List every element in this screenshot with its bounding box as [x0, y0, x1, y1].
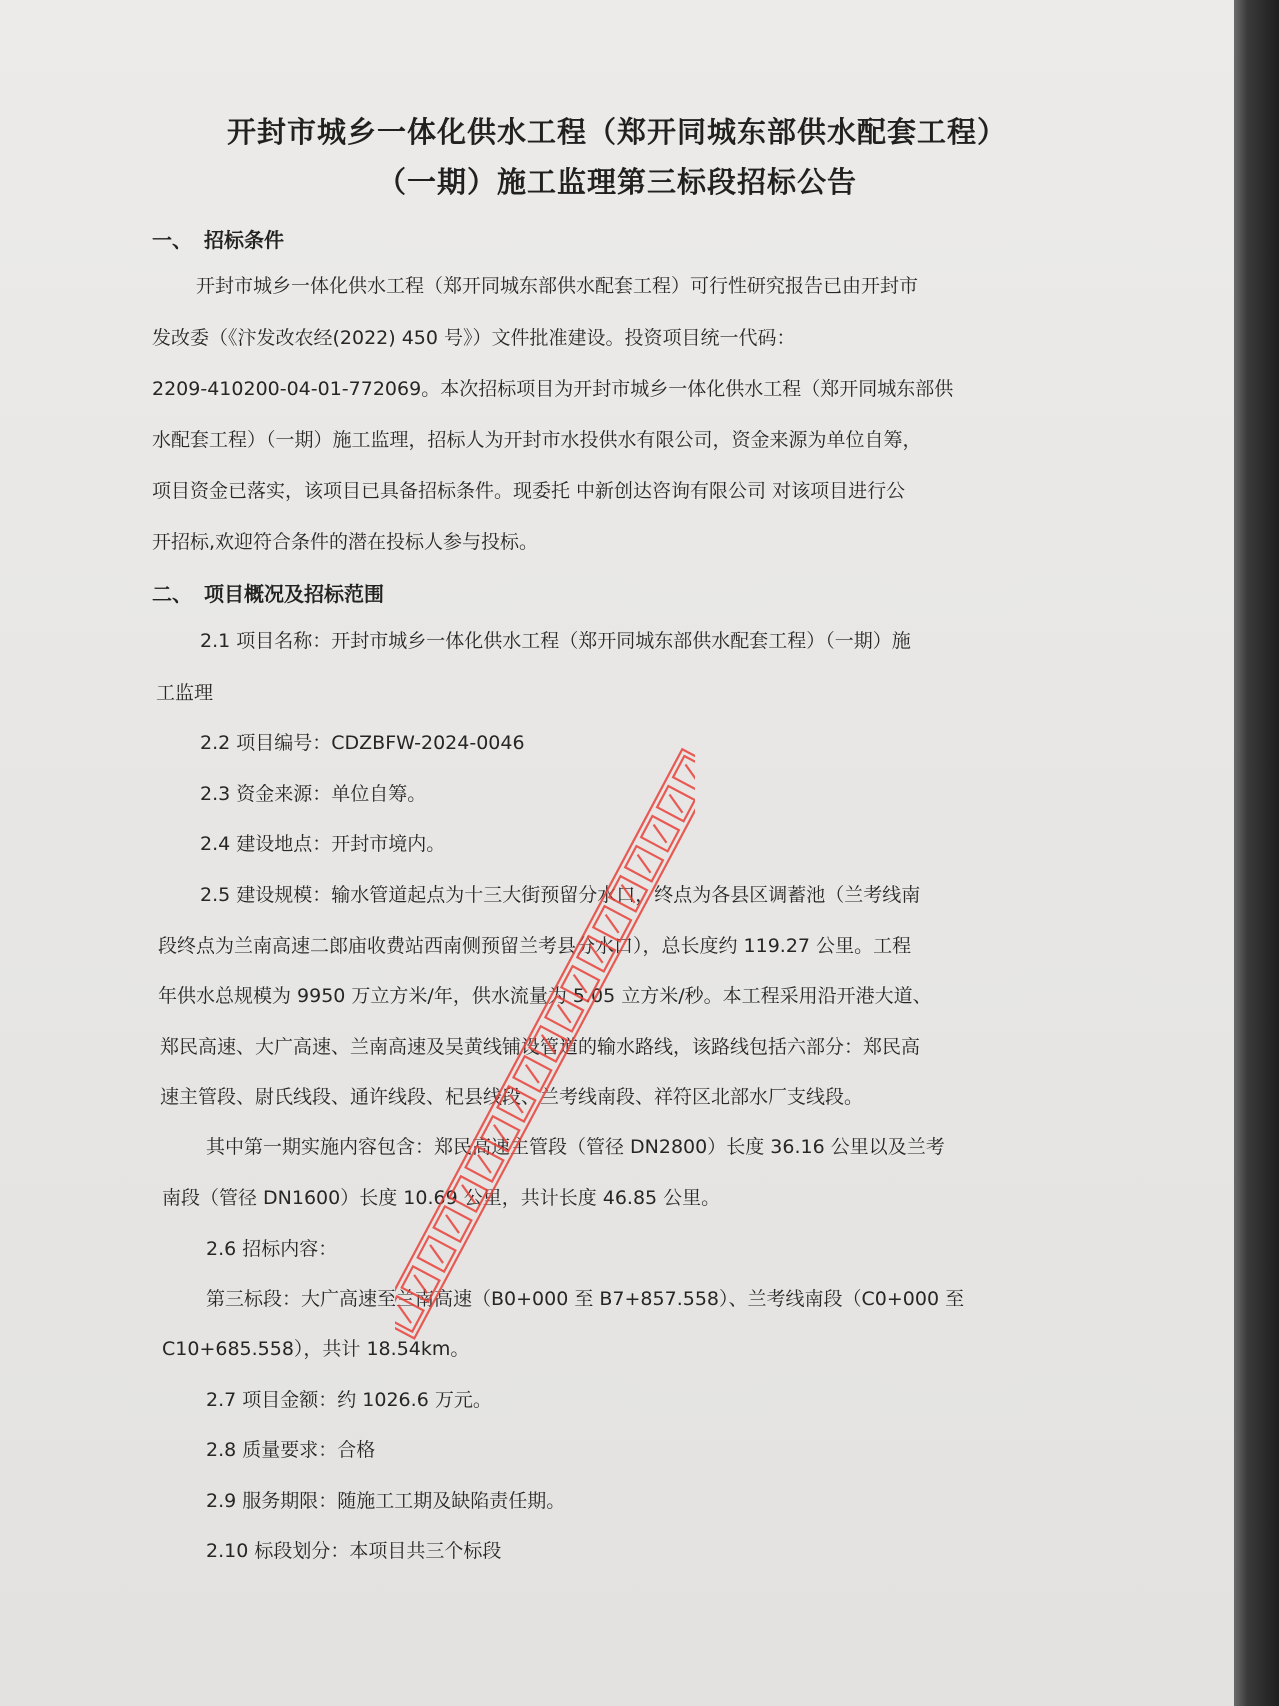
paragraph-line: 南段（管径 DN1600）长度 10.69 公里，共计长度 46.85 公里。: [162, 1187, 721, 1209]
seal-stroke: [425, 1245, 447, 1263]
paragraph-line: 项目资金已落实，该项目已具备招标条件。现委托 中新创达咨询有限公司 对该项目进行公: [152, 480, 906, 502]
section-number: 二、: [152, 582, 192, 606]
paragraph-line: 2209-410200-04-01-772069。本次招标项目为开封市城乡一体化供水工程（郑开同城东部供: [152, 378, 954, 400]
paragraph-line: 发改委（《汴发改农经(2022) 450 号》）文件批准建设。投资项目统一代码：: [152, 327, 796, 349]
paragraph-line: 段终点为兰南高速二郎庙收费站西南侧预留兰考县分水口），总长度约 119.27 公里。工程: [158, 935, 912, 957]
paragraph-line: 水配套工程）（一期）施工监理，招标人为开封市水投供水有限公司，资金来源为单位自筹，: [152, 429, 922, 451]
seal-cell: [434, 1206, 472, 1241]
seal-cell: [657, 786, 695, 821]
paragraph-line: 2.10 标段划分：本项目共三个标段: [206, 1540, 502, 1562]
paragraph-line: 2.8 质量要求：合格: [206, 1439, 376, 1461]
paragraph-line: 2.6 招标内容：: [206, 1238, 338, 1260]
page-subtitle: （一期）施工监理第三标段招标公告: [376, 165, 857, 199]
section-heading-1: [152, 224, 284, 253]
paragraph-line: 2.7 项目金额：约 1026.6 万元。: [206, 1389, 492, 1411]
paragraph-line: 其中第一期实施内容包含：郑民高速主管段（管径 DN2800）长度 36.16 公里以及兰考: [206, 1136, 945, 1158]
section-number: 一、: [152, 228, 192, 252]
paragraph-line: C10+685.558），共计 18.54km。: [162, 1338, 470, 1360]
seal-stroke: [441, 1215, 463, 1233]
paragraph-line: 速主管段、尉氏线段、通许线段、杞县线段、兰考线南段、祥符区北部水厂支线段。: [160, 1086, 864, 1108]
seal-stroke: [665, 795, 687, 813]
seal-cell: [418, 1236, 456, 1271]
paragraph-line: 郑民高速、大广高速、兰南高速及吴黄线铺设管道的输水路线，该路线包括六部分：郑民高: [160, 1036, 921, 1058]
paragraph-line: 2.5 建设规模：输水管道起点为十三大街预留分水口，终点为各县区调蓄池（兰考线南: [200, 884, 921, 906]
paragraph-line: 年供水总规模为 9950 万立方米/年，供水流量为 5.05 立方米/秒。本工程采用沿开港大道、: [158, 985, 932, 1007]
paragraph-line: 2.9 服务期限：随施工工期及缺陷责任期。: [206, 1490, 566, 1512]
seal-stroke: [681, 765, 695, 783]
paragraph-line: 开封市城乡一体化供水工程（郑开同城东部供水配套工程）可行性研究报告已由开封市: [196, 275, 919, 297]
seal-cell: [673, 756, 695, 791]
paragraph-line: 2.2 项目编号：CDZBFW-2024-0046: [200, 732, 525, 754]
paragraph-line: 2.3 资金来源：单位自筹。: [200, 783, 427, 805]
seal-stroke: [649, 825, 671, 843]
section-title: 招标条件: [204, 228, 284, 252]
seal-cell: [625, 846, 663, 881]
paragraph-line: 开招标,欢迎符合条件的潜在投标人参与投标。: [152, 531, 539, 553]
background-edge: [1234, 0, 1279, 1706]
seal-stroke: [521, 1065, 543, 1083]
paragraph-line: 工监理: [156, 682, 214, 704]
paragraph-line: 第三标段：大广高速至兰南高速（B0+000 至 B7+857.558）、兰考线南段（C0+000 至: [206, 1288, 965, 1310]
paragraph-line: 2.1 项目名称：开封市城乡一体化供水工程（郑开同城东部供水配套工程）（一期）施: [200, 630, 911, 652]
paragraph-line: 2.4 建设地点：开封市境内。: [200, 833, 446, 855]
section-title: 项目概况及招标范围: [204, 582, 384, 606]
seal-stroke: [633, 855, 655, 873]
page-title: 开封市城乡一体化供水工程（郑开同城东部供水配套工程）: [226, 115, 1007, 149]
seal-cell: [641, 816, 679, 851]
section-heading-2: [152, 578, 384, 607]
